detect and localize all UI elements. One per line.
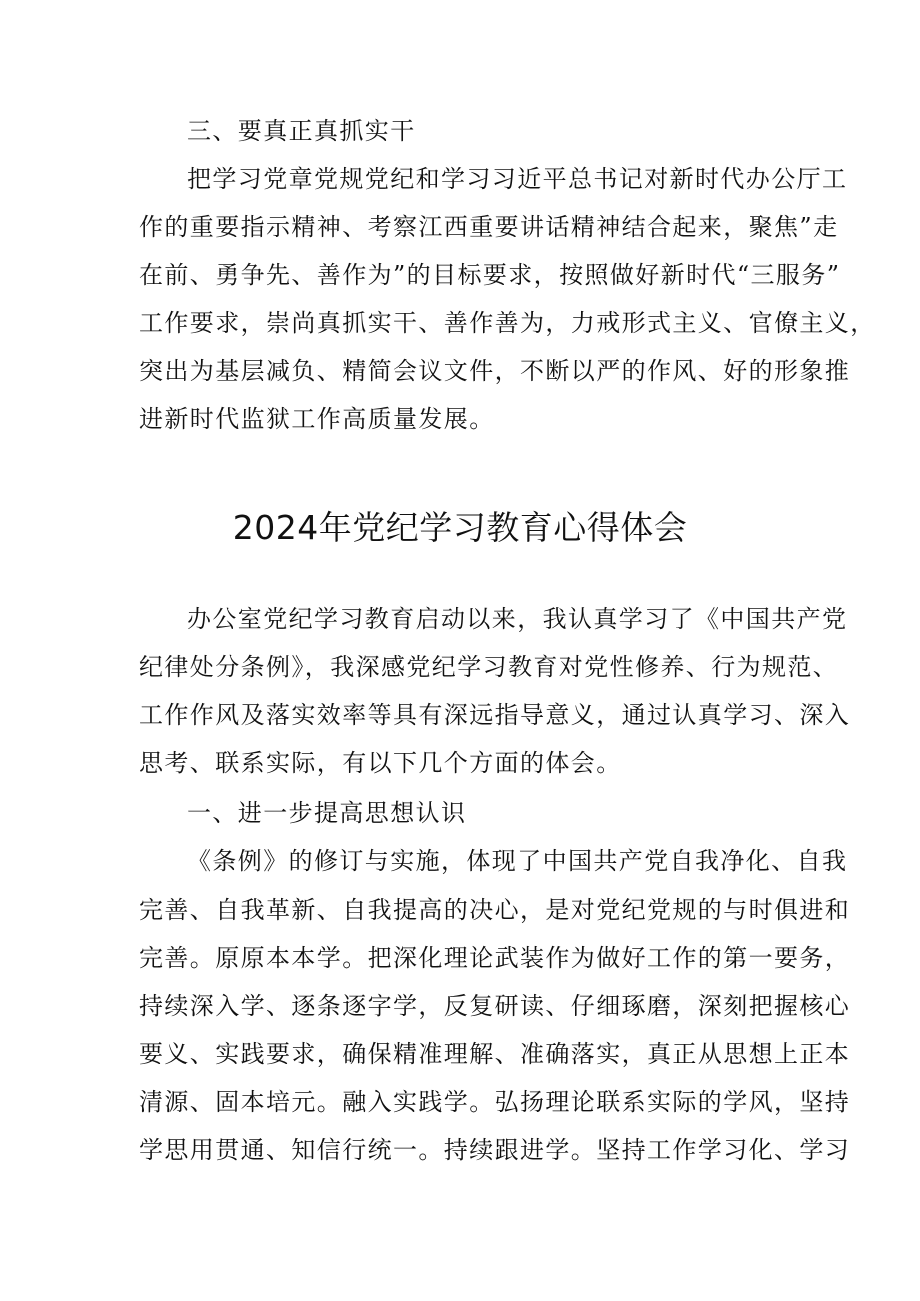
- paragraph-line: 《条例》的修订与实施，体现了中国共产党自我净化、自我: [187, 847, 848, 875]
- paragraph-line: 学思用贯通、知信行统一。持续跟进学。坚持工作学习化、学习: [139, 1136, 851, 1164]
- paragraph-line: 思考、联系实际，有以下几个方面的体会。: [139, 749, 622, 777]
- section-heading: 三、要真正真抓实干: [187, 117, 416, 145]
- paragraph-line: 作的重要指示精神、考察江西重要讲话精神结合起来，聚焦”走: [139, 213, 839, 241]
- paragraph-line: 纪律处分条例》，我深感党纪学习教育对党性修养、行为规范、: [139, 653, 839, 681]
- paragraph-line: 工作作风及落实效率等具有深远指导意义，通过认真学习、深入: [139, 701, 851, 729]
- paragraph-line: 在前、勇争先、善作为”的目标要求，按照做好新时代“三服务”: [139, 261, 841, 289]
- paragraph-line: 把学习党章党规党纪和学习习近平总书记对新时代办公厅工: [187, 165, 848, 193]
- paragraph-line: 办公室党纪学习教育启动以来，我认真学习了《中国共产党: [187, 605, 848, 633]
- paragraph-line: 清源、固本培元。融入实践学。弘扬理论联系实际的学风，坚持: [139, 1088, 851, 1116]
- paragraph-line: 突出为基层减负、精简会议文件，不断以严的作风、好的形象推: [139, 357, 851, 385]
- paragraph-line: 持续深入学、逐条逐字学，反复研读、仔细琢磨，深刻把握核心: [139, 992, 851, 1020]
- section-heading: 一、进一步提高思想认识: [187, 799, 467, 827]
- paragraph-line: 进新时代监狱工作高质量发展。: [139, 405, 495, 433]
- paragraph-line: 工作要求，崇尚真抓实干、善作善为，力戒形式主义、官僚主义，: [139, 309, 876, 337]
- document-title: 2024年党纪学习教育心得体会: [232, 508, 688, 547]
- paragraph-line: 要义、实践要求，确保精准理解、准确落实，真正从思想上正本: [139, 1040, 851, 1068]
- paragraph-line: 完善。原原本本学。把深化理论武装作为做好工作的第一要务，: [139, 944, 851, 972]
- paragraph-line: 完善、自我革新、自我提高的决心，是对党纪党规的与时俱进和: [139, 896, 851, 924]
